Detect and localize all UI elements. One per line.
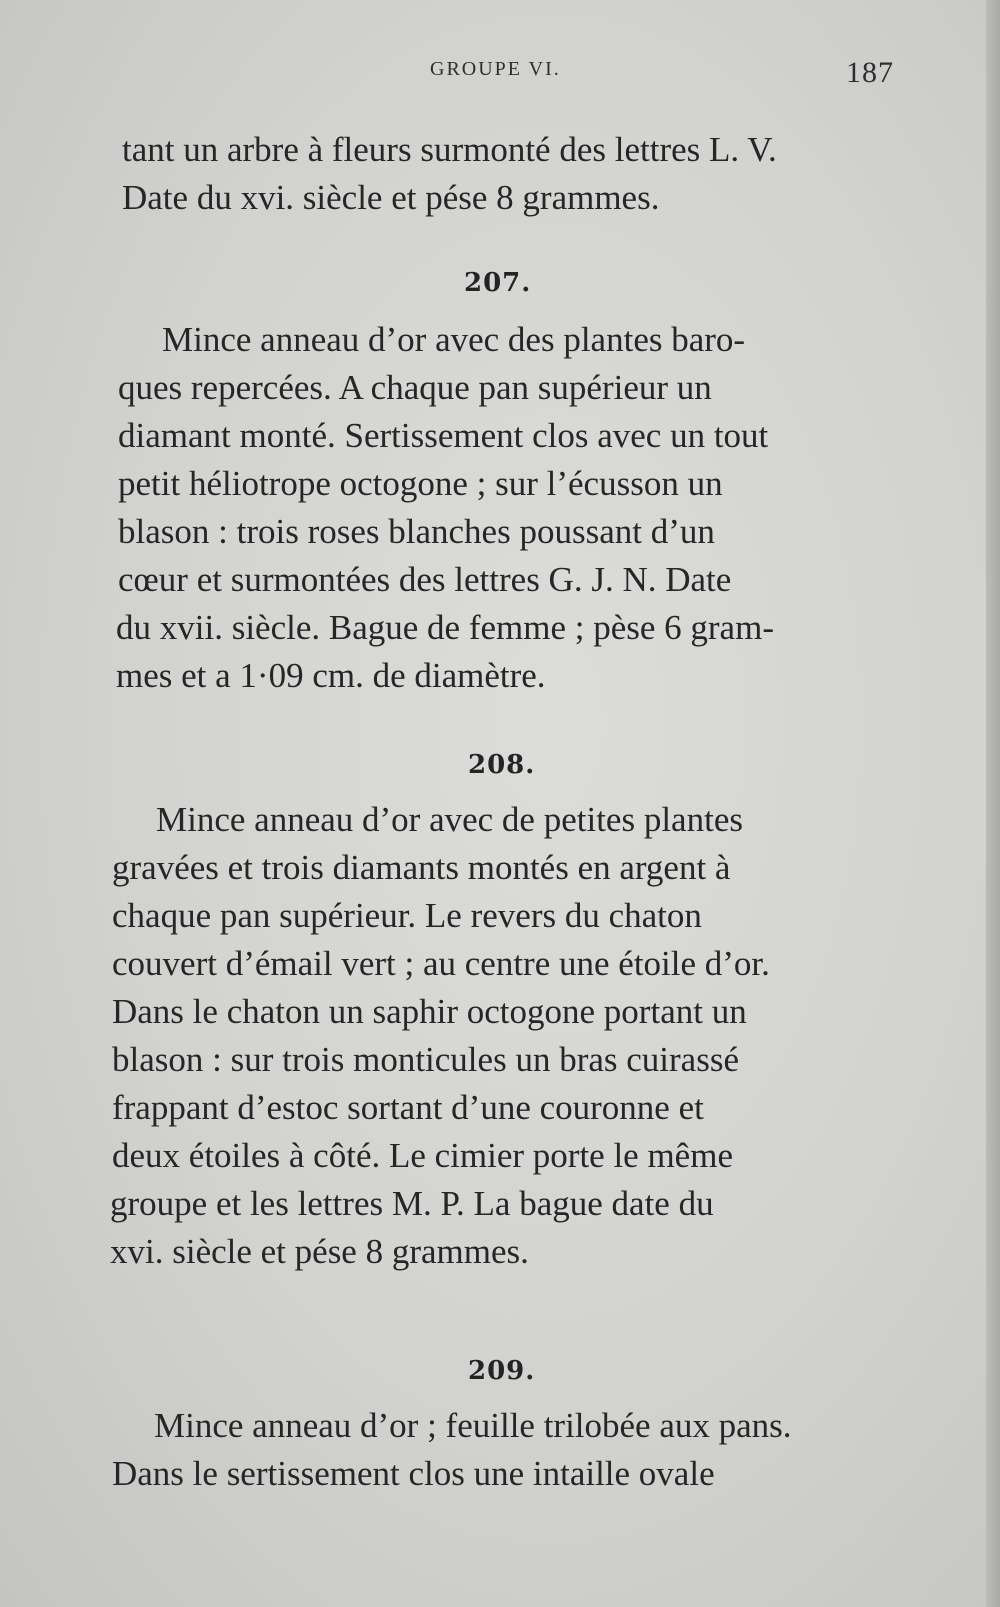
text-line: diamant monté. Sertissement clos avec un tout bbox=[118, 416, 769, 455]
header-title: GROUPE VI. bbox=[430, 58, 561, 80]
text-line: Mince anneau d’or avec de petites plantes bbox=[156, 800, 743, 839]
text-line: ques repercées. A chaque pan supérieur un bbox=[118, 368, 712, 407]
running-head bbox=[0, 52, 1000, 92]
text-line: petit héliotrope octogone ; sur l’écusson un bbox=[118, 464, 723, 503]
text-line: groupe et les lettres M. P. La bague date du bbox=[110, 1184, 714, 1223]
text-line: couvert d’émail vert ; au centre une étoile d’or. bbox=[112, 944, 770, 983]
text-line: xvi. siècle et pése 8 grammes. bbox=[110, 1232, 529, 1271]
text-line: chaque pan supérieur. Le revers du chaton bbox=[112, 896, 702, 935]
entry-number: 207. bbox=[464, 268, 532, 298]
text-line: cœur et surmontées des lettres G. J. N. Date bbox=[118, 560, 732, 599]
text-line: Dans le sertissement clos une intaille ovale bbox=[112, 1454, 715, 1493]
text-line: du xvii. siècle. Bague de femme ; pèse 6 gram- bbox=[116, 608, 774, 647]
text-line: mes et a 1·09 cm. de diamètre. bbox=[116, 656, 546, 695]
page-edge bbox=[986, 0, 1000, 1607]
entry-number: 208. bbox=[468, 750, 536, 780]
text-line: blason : sur trois monticules un bras cuirassé bbox=[112, 1040, 739, 1079]
text-line: Mince anneau d’or ; feuille trilobée aux pans. bbox=[154, 1406, 792, 1445]
text-line: blason : trois roses blanches poussant d’un bbox=[118, 512, 715, 551]
text-line: deux étoiles à côté. Le cimier porte le même bbox=[112, 1136, 733, 1175]
text-line: tant un arbre à fleurs surmonté des lettres L. V. bbox=[122, 130, 777, 169]
text-line: gravées et trois diamants montés en argent à bbox=[112, 848, 731, 887]
text-line: Dans le chaton un saphir octogone portant un bbox=[112, 992, 747, 1031]
page-number: 187 bbox=[846, 56, 894, 89]
text-line: frappant d’estoc sortant d’une couronne et bbox=[112, 1088, 704, 1127]
text-line: Mince anneau d’or avec des plantes baro- bbox=[162, 320, 746, 359]
entry-number: 209. bbox=[468, 1356, 536, 1386]
text-line: Date du xvi. siècle et pése 8 grammes. bbox=[122, 178, 660, 217]
